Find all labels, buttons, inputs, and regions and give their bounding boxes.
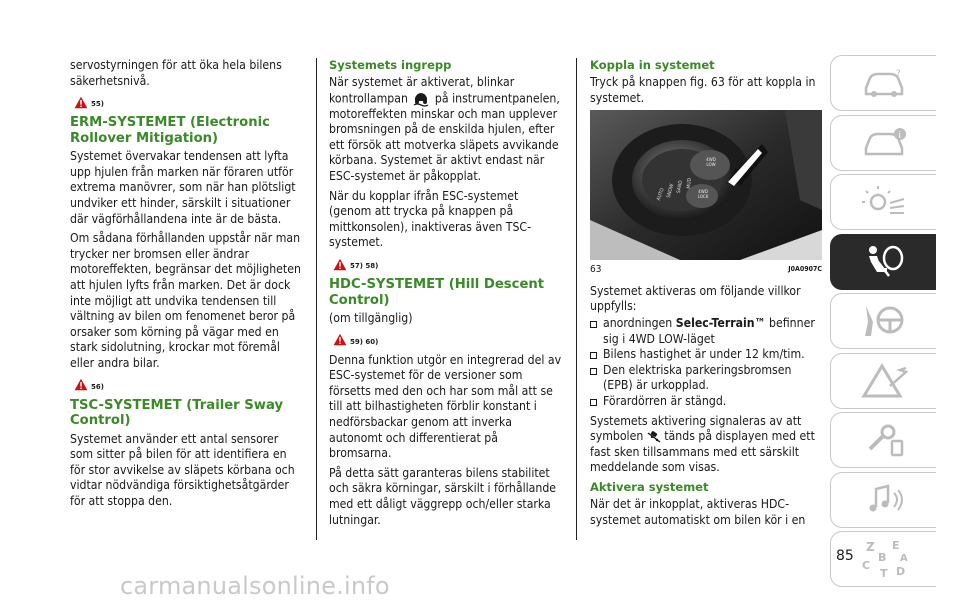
maintenance-icon	[860, 421, 908, 459]
villkor-paragraph: Systemet aktiveras om följande villkor uppfylls:	[590, 283, 801, 314]
tsc-paragraph: Systemet använder ett antal sensorer som sitter på bilen för att identifiera en för stor avvikelse av släpets körbana och vidtar nödvändiga försiktighetsåtgärder för att stoppa den.	[70, 431, 295, 508]
knob-label-snow: SNOW	[665, 183, 676, 199]
warning-triangle-icon	[74, 378, 88, 391]
watermark: carmanualsonline.info	[120, 572, 390, 600]
heading-aktivera: Aktivera systemet	[590, 479, 709, 494]
driving-icon	[860, 302, 908, 340]
aktivera-paragraph: När det är inkopplat, aktiveras HDC-systemet automatiskt om bilen kör i en	[590, 496, 806, 527]
figure-number: 63	[590, 264, 602, 276]
warning-ref-57-58	[333, 255, 563, 273]
figure-63-photo	[590, 110, 822, 260]
signal-text-a: Systemets aktivering signaleras av att symbolen	[590, 413, 802, 444]
selec-terrain-knob-illustration	[590, 110, 822, 260]
warning-number: 55)	[91, 100, 104, 109]
heading-koppla: Koppla in systemet	[590, 58, 715, 72]
svg-text:i: i	[898, 130, 901, 141]
bullet-square-icon	[590, 352, 597, 359]
index-letter: T	[879, 567, 888, 580]
chapter-tabs-sidebar	[830, 55, 936, 591]
bullet-square-icon	[590, 321, 597, 328]
figure-caption	[590, 262, 822, 278]
warning-ref-56	[74, 376, 302, 394]
heading-erm: ERM-SYSTEMET (Electronic Rollover Mitigation)	[70, 115, 270, 146]
knob-button-4wd-low[interactable]: 4WD LOW	[706, 158, 716, 169]
tab-lights[interactable]	[830, 174, 936, 230]
car-info-icon	[860, 66, 908, 100]
knob-label-mud: MUD	[685, 177, 693, 190]
index-letter: B	[877, 551, 886, 564]
bullet-item	[590, 363, 822, 394]
text-column-2	[329, 58, 563, 532]
car-warning-icon	[860, 126, 908, 160]
knob-button-4wd-lock[interactable]: 4WD LOCK	[697, 190, 709, 201]
column-divider	[576, 58, 577, 540]
warning-number: 56)	[91, 382, 104, 391]
bullet-text: Förardörren är stängd.	[603, 393, 727, 408]
hdc-paragraph-1: Denna funktion utgör en integrerad del av ESC-systemet för de versioner som försetts med den och har som mål att se till att bilhastigheten förblir konstant i nedförsbackar genom att inverka autonomt och differentierat på bromsarna.	[329, 352, 562, 461]
index-icon	[856, 537, 912, 581]
bullet-item	[590, 347, 822, 363]
warning-triangle-icon	[333, 258, 347, 271]
tab-emergency[interactable]	[830, 353, 936, 409]
emergency-icon	[860, 362, 908, 400]
hill-descent-icon	[647, 430, 661, 444]
warning-triangle-icon	[74, 96, 88, 109]
lights-icon	[860, 185, 908, 219]
bullet-text-a: anordningen	[603, 315, 676, 330]
bullet-item	[590, 394, 822, 410]
column-divider	[316, 58, 317, 540]
knob-label-auto: AUTO	[655, 187, 666, 202]
text-column-3	[590, 58, 822, 532]
trailer-sway-warning-icon	[411, 91, 431, 107]
index-letter: C	[861, 559, 870, 572]
bullet-text: Den elektriska parkeringsbromsen (EPB) är urkopplad.	[603, 362, 792, 393]
erm-paragraph-1: Systemet övervakar tendensen att lyfta upp hjulen från marken när föraren utför extrema manövrer, som när han plötsligt undviker ett hinder, särskilt i situationer där vägförhållandena inte är de bästa.	[70, 149, 296, 226]
index-letter: E	[891, 539, 900, 552]
bullet-text	[603, 316, 822, 347]
ingrepp-text-b: på instrumentpanelen, motoreffekten minskar och man upplever bromsningen på de enskilda hjulen, efter ett försök att motverka släpets avvikande körbana. Systemet är aktivt endast när ESC-systemet är påkopplat.	[329, 91, 560, 184]
bullet-square-icon	[590, 368, 597, 375]
index-letter: Z	[865, 540, 875, 554]
ingrepp-paragraph-1	[329, 75, 563, 185]
knob-label-sand: SAND	[675, 180, 685, 194]
page-number: 85	[836, 548, 854, 564]
intro-paragraph: servostyrningen för att öka hela bilens säkerhetsnivå.	[70, 58, 282, 88]
bullet-item	[590, 316, 822, 347]
warning-numbers: 57) 58)	[350, 262, 379, 271]
index-letter: A	[899, 553, 908, 564]
tab-multimedia[interactable]	[830, 472, 936, 528]
tab-driving[interactable]	[830, 293, 936, 349]
ingrepp-text-a: När systemet är aktiverat, blinkar kontrollampan	[329, 75, 515, 106]
heading-ingrepp: Systemets ingrepp	[329, 58, 452, 72]
bullet-text-c: befinner sig i 4WD LOW-läget	[603, 315, 815, 346]
hdc-optional-note: (om tillgänglig)	[329, 311, 413, 326]
index-letter: D	[895, 565, 905, 578]
heading-tsc: TSC-SYSTEMET (Trailer Sway Control)	[70, 397, 284, 428]
svg-text:?: ?	[895, 69, 901, 79]
bullet-text-bold: Selec-Terrain™	[675, 315, 766, 330]
warning-ref-59-60	[333, 331, 563, 349]
warning-ref-55	[74, 93, 302, 111]
tab-car-info[interactable]	[830, 55, 936, 111]
safety-airbag-icon	[859, 242, 909, 282]
tab-maintenance[interactable]	[830, 412, 936, 468]
bullet-square-icon	[590, 399, 597, 406]
figure-code: J0A0907C	[788, 265, 822, 274]
signal-paragraph	[590, 414, 822, 476]
tab-car-warning[interactable]	[830, 115, 936, 171]
tab-safety[interactable]	[830, 234, 936, 290]
multimedia-icon	[860, 481, 908, 519]
hdc-paragraph-2: På detta sätt garanteras bilens stabilitet och säkra körningar, särskilt i förhållande med ett dåligt väggrepp och/eller starka lutningar.	[329, 465, 557, 527]
signal-text-b: tänds på displayen med ett fast sken tillsammans med ett särskilt meddelande som visas.	[590, 429, 815, 475]
warning-numbers: 59) 60)	[350, 337, 379, 346]
text-column-1	[70, 58, 302, 513]
erm-paragraph-2: Om sådana förhållanden uppstår när man trycker ner bromsen eller ändrar motoreffekten, begränsar det möjligheten att hjulen lyfts från marken. Det är dock inte möjligt att undvika tendensen till vältning av bilen om fenomenet beror på orsaker som körning på vägar med en stark sidolutning, krockar mot föremål eller andra bilar.	[70, 231, 301, 370]
heading-hdc: HDC-SYSTEMET (Hill Descent Control)	[329, 277, 545, 308]
warning-triangle-icon	[333, 333, 347, 346]
koppla-paragraph: Tryck på knappen fig. 63 för att koppla in systemet.	[590, 75, 816, 105]
ingrepp-paragraph-2: När du kopplar ifrån ESC-systemet (genom att trycka på knappen på mittkonsolen), inaktiveras även TSC-systemet.	[329, 188, 532, 250]
bullet-text: Bilens hastighet är under 12 km/tim.	[603, 347, 805, 362]
